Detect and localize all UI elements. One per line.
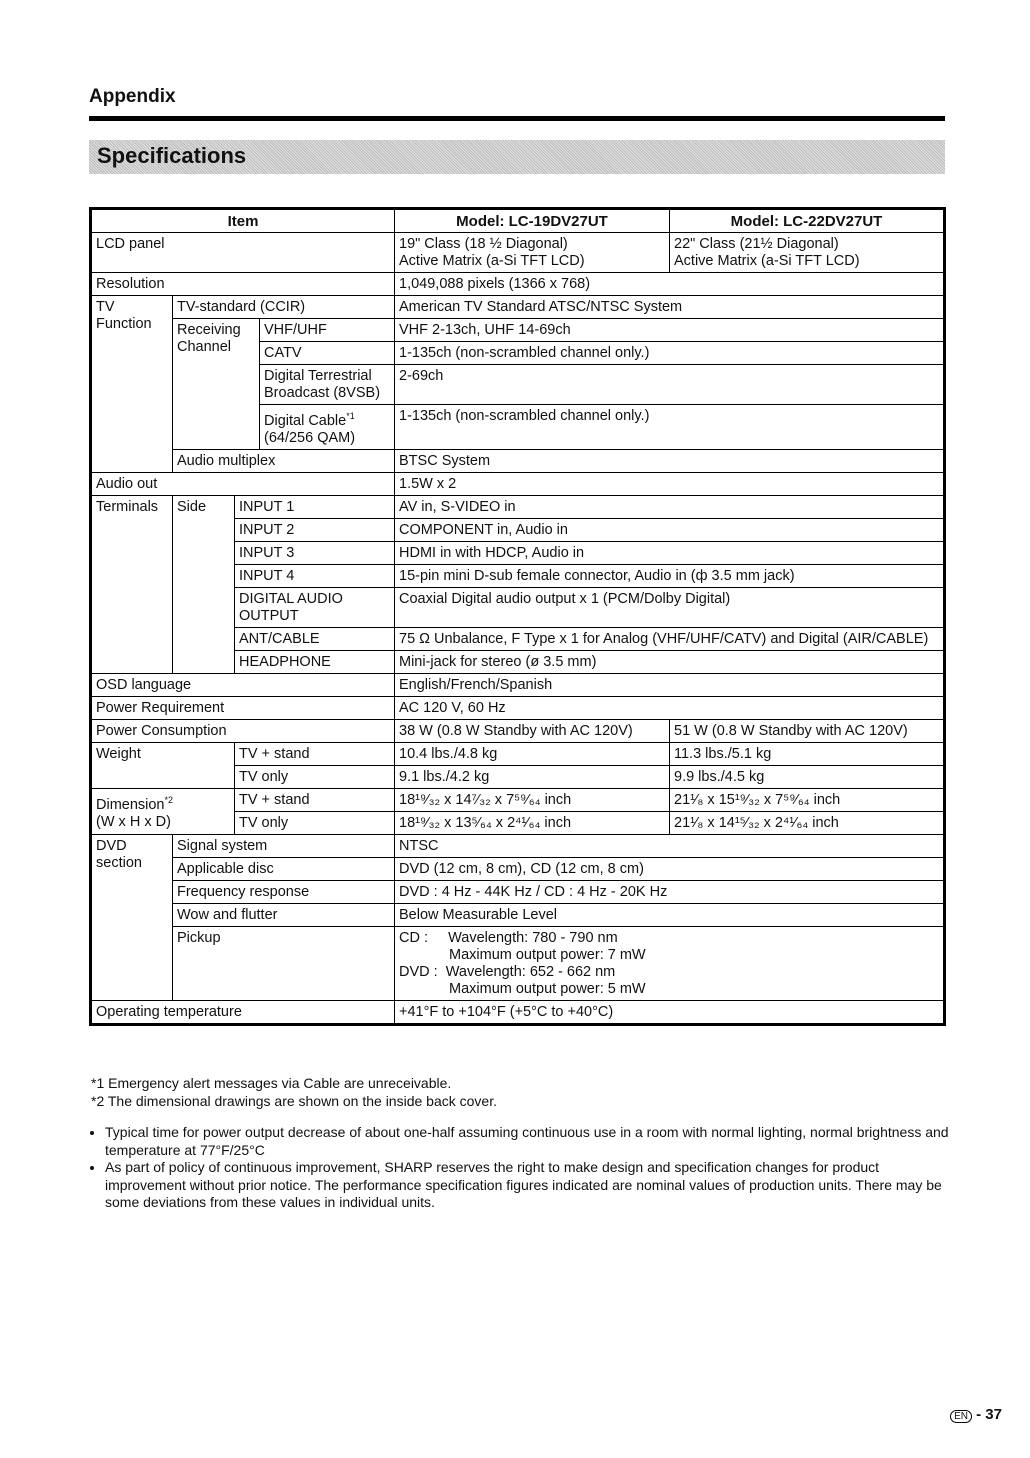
title-band [89,140,945,174]
table-row [91,495,945,518]
cell-line: Active Matrix (a-Si TFT LCD) [674,253,860,269]
cell: TV Function [91,296,173,473]
cell [91,788,235,834]
cell [395,233,670,273]
table-row [91,472,945,495]
cell: Pickup [173,926,395,1000]
cell: Applicable disc [173,857,395,880]
cell: 18¹⁹⁄₃₂ x 14⁷⁄₃₂ x 7⁵⁹⁄₆₄ inch [395,788,670,811]
cell: Side [173,495,235,673]
cell: VHF 2-13ch, UHF 14-69ch [395,319,945,342]
header-model-2: Model: LC-22DV27UT [670,209,945,233]
bullet-note: • Typical time for power output decrease of about one-half assuming continuous use in a room with normal lighting, normal brightness and temperature at 77°F/25°C [105,1124,951,1159]
cell: CATV [260,342,395,365]
header-model-1: Model: LC-19DV27UT [395,209,670,233]
cell: TV-standard (CCIR) [173,296,395,319]
cell: Receiving Channel [173,319,260,450]
cell: Signal system [173,834,395,857]
cell: DIGITAL AUDIO OUTPUT [235,587,395,627]
cell: 51 W (0.8 W Standby with AC 120V) [670,719,945,742]
cell: BTSC System [395,449,945,472]
language-badge: EN [950,1410,972,1423]
cell: Operating temperature [91,1000,395,1024]
cell: Terminals [91,495,173,673]
cell: DVD section [91,834,173,1000]
cell: Power Requirement [91,696,395,719]
cell-line: Maximum output power: 5 mW [449,980,646,997]
cell-text: Digital Cable [264,412,347,429]
table-row [91,719,945,742]
page-number [950,1406,1002,1423]
cell: Below Measurable Level [395,903,945,926]
cell: Audio out [91,472,395,495]
cell-text: Dimension [96,796,165,813]
cell: 1-135ch (non-scrambled channel only.) [395,342,945,365]
table-row [91,903,945,926]
cell [260,405,395,450]
cell: American TV Standard ATSC/NTSC System [395,296,945,319]
cell: 1.5W x 2 [395,472,945,495]
cell: Power Consumption [91,719,395,742]
cell: COMPONENT in, Audio in [395,518,945,541]
header-item: Item [91,209,395,233]
table-header [91,209,945,233]
cell: INPUT 2 [235,518,395,541]
cell: 11.3 lbs./5.1 kg [670,742,945,765]
cell: VHF/UHF [260,319,395,342]
footnote: *1 Emergency alert messages via Cable are unreceivable. [91,1075,452,1091]
cell: Resolution [91,273,395,296]
cell: NTSC [395,834,945,857]
cell-line: (W x H x D) [96,813,171,830]
cell: Digital Terrestrial Broadcast (8VSB) [260,365,395,405]
cell [395,926,945,1000]
page-number-text: - 37 [976,1406,1002,1423]
table-row [91,696,945,719]
cell: DVD : 4 Hz - 44K Hz / CD : 4 Hz - 20K Hz [395,880,945,903]
table-row [91,742,945,765]
cell: HDMI in with HDCP, Audio in [395,541,945,564]
cell-line: 19" Class (18 ½ Diagonal) [399,236,568,252]
cell: 9.1 lbs./4.2 kg [395,765,670,788]
cell: 75 Ω Unbalance, F Type x 1 for Analog (VHF/UHF/CATV) and Digital (AIR/CABLE) [395,627,945,650]
cell: +41°F to +104°F (+5°C to +40°C) [395,1000,945,1024]
cell [670,233,945,273]
cell: Audio multiplex [173,449,395,472]
cell: INPUT 1 [235,495,395,518]
footnote-mark: *1 [346,411,355,421]
cell: DVD (12 cm, 8 cm), CD (12 cm, 8 cm) [395,857,945,880]
cell: 10.4 lbs./4.8 kg [395,742,670,765]
spec-table [89,207,946,1026]
bullet-note: • As part of policy of continuous improvement, SHARP reserves the right to make design and specification changes for product improvement without prior notice. The performance specification figures indicated are nominal values of production units. There may be some deviations from these values in individual units. [105,1159,951,1212]
cell: 1-135ch (non-scrambled channel only.) [395,405,945,450]
cell: TV only [235,765,395,788]
table-row [91,319,945,342]
footnote-mark: *2 [164,794,174,805]
page-title: Specifications [97,143,247,168]
cell: AC 120 V, 60 Hz [395,696,945,719]
section-heading: Appendix [89,86,176,107]
cell-line: Active Matrix (a-Si TFT LCD) [399,253,585,269]
table-row [91,788,945,811]
notes [91,1075,951,1212]
cell: OSD language [91,673,395,696]
cell: 9.9 lbs./4.5 kg [670,765,945,788]
cell-line: Maximum output power: 7 mW [449,946,646,963]
cell-line: (64/256 QAM) [264,429,356,446]
table-row [91,834,945,857]
table-row [91,857,945,880]
cell-line: CD : Wavelength: 780 - 790 nm [399,929,618,946]
cell: English/French/Spanish [395,673,945,696]
cell: AV in, S-VIDEO in [395,495,945,518]
cell: HEADPHONE [235,650,395,673]
cell: TV only [235,811,395,834]
table-row [91,233,945,273]
cell: 15-pin mini D-sub female connector, Audio in (ф 3.5 mm jack) [395,564,945,587]
cell: Wow and flutter [173,903,395,926]
cell: INPUT 3 [235,541,395,564]
cell: INPUT 4 [235,564,395,587]
cell: Coaxial Digital audio output x 1 (PCM/Dolby Digital) [395,587,945,627]
table-row [91,926,945,1000]
cell: 2-69ch [395,365,945,405]
cell: Weight [91,742,235,788]
table-row [91,880,945,903]
cell-line: 22" Class (21½ Diagonal) [674,236,839,252]
table-row [91,296,945,319]
cell: Mini-jack for stereo (ø 3.5 mm) [395,650,945,673]
cell: 1,049,088 pixels (1366 x 768) [395,273,945,296]
cell: 38 W (0.8 W Standby with AC 120V) [395,719,670,742]
cell: TV + stand [235,742,395,765]
footnote: *2 The dimensional drawings are shown on the inside back cover. [91,1092,497,1109]
table-row [91,449,945,472]
heading-rule [89,116,945,121]
cell-line: DVD : Wavelength: 652 - 662 nm [399,963,616,980]
cell: 18¹⁹⁄₃₂ x 13⁵⁄₆₄ x 2⁴¹⁄₆₄ inch [395,811,670,834]
table-row [91,673,945,696]
cell: 21¹⁄₈ x 14¹⁵⁄₃₂ x 2⁴¹⁄₆₄ inch [670,811,945,834]
cell: LCD panel [91,233,395,273]
cell: TV + stand [235,788,395,811]
table-row [91,273,945,296]
cell: 21¹⁄₈ x 15¹⁹⁄₃₂ x 7⁵⁹⁄₆₄ inch [670,788,945,811]
cell: ANT/CABLE [235,627,395,650]
cell: Frequency response [173,880,395,903]
table-row [91,1000,945,1024]
